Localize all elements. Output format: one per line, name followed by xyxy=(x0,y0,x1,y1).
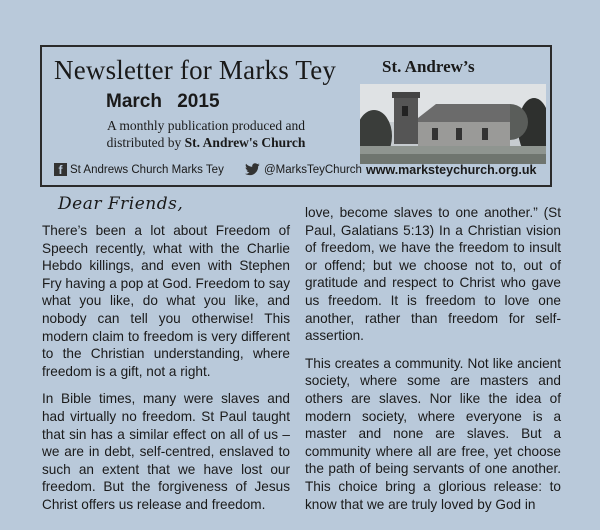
church-name-label: St. Andrew’s xyxy=(382,57,475,76)
twitter-bird-icon xyxy=(244,163,261,176)
tagline-line-1: A monthly publication produced and xyxy=(107,118,305,133)
paragraph: There’s been a lot about Freedom of Speech recently, what with the Charlie Hebdo killings, and even with Stephen Fry having a pop at God. Freedom to say what you like, do what you like, and nobody can tell you otherwise! This modern claim to freedom is very different to the Christian understanding, where freedom is a gift, not a right. xyxy=(42,223,290,379)
facebook-link[interactable] xyxy=(54,163,224,176)
facebook-label: St Andrews Church Marks Tey xyxy=(70,163,224,176)
website-link[interactable]: www.marksteychurch.org.uk xyxy=(366,163,537,177)
tagline-church-name: St. Andrew's Church xyxy=(184,135,306,150)
tagline xyxy=(94,117,318,151)
newsletter-title: Newsletter for Marks Tey xyxy=(54,55,337,85)
facebook-icon: f xyxy=(54,163,67,176)
social-bar xyxy=(54,163,542,183)
masthead xyxy=(40,45,552,187)
paragraph: love, become slaves to one another.” (St Paul, Galatians 5:13) In a Christian vision of freedom, we have the freedom to insult or offend; but we choose not to, out of gratitude and respect to Christ who gave us freedom. It is freedom to love one another, rather than freedom for self-assertion. xyxy=(305,205,561,344)
letter-column-right xyxy=(305,204,561,523)
church-photo xyxy=(360,84,546,164)
twitter-link[interactable] xyxy=(244,163,362,176)
issue-date: March 2015 xyxy=(106,91,220,112)
twitter-label: @MarksTeyChurch xyxy=(264,163,362,176)
letter-column-left xyxy=(42,222,290,524)
paragraph: In Bible times, many were slaves and had virtually no freedom. St Paul taught that sin has a similar effect on all of us – we are in debt, self-centred, enslaved to such an extent that we have lost our freedom. But the forgiveness of Jesus Christ offers us release and freedom. xyxy=(42,391,290,512)
letter-greeting: Dear Friends, xyxy=(58,194,184,214)
tagline-line-2: distributed by xyxy=(106,135,185,150)
paragraph: This creates a community. Not like ancient society, where some are masters and others are slaves. Nor like the idea of modern society, where everyone is a master and none are slaves. But a community where all are free, yet choose the path of being servants of one another. This choice bring a glorious release: to know that we are truly loved by God in xyxy=(305,355,561,512)
